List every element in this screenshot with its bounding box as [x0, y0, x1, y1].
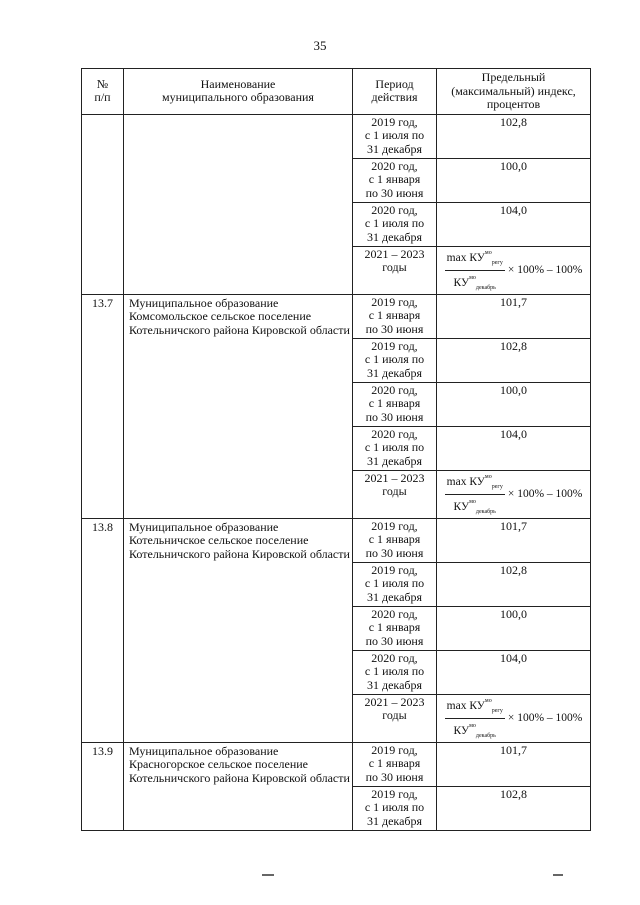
formula-denominator: $КУ^{мо}_{декабрь}$	[453, 722, 496, 739]
index-value-cell: 102,8	[437, 786, 591, 830]
index-formula-cell	[437, 470, 591, 518]
page-number: 35	[313, 38, 327, 53]
formula-fraction	[445, 247, 505, 294]
header-num: № п/п	[82, 69, 124, 115]
period-cell: 2020 год, с 1 июля по 31 декабря	[353, 426, 437, 470]
index-value-cell: 101,7	[437, 294, 591, 338]
period-cell: 2019 год, с 1 января по 30 июня	[353, 742, 437, 786]
index-value-cell: 101,7	[437, 742, 591, 786]
index-value-cell: 102,8	[437, 562, 591, 606]
index-value-cell: 102,8	[437, 114, 591, 158]
index-formula-cell	[437, 246, 591, 294]
formula-numerator: $\max КУ^{мо}_{регу}$	[445, 471, 505, 495]
index-value-cell: 102,8	[437, 338, 591, 382]
formula-tail: × 100% – 100%	[507, 711, 583, 724]
municipality-name	[124, 114, 353, 294]
index-formula-cell	[437, 694, 591, 742]
period-cell: 2019 год, с 1 июля по 31 декабря	[353, 786, 437, 830]
index-value-cell: 104,0	[437, 426, 591, 470]
index-value-cell: 104,0	[437, 202, 591, 246]
index-value-cell: 100,0	[437, 606, 591, 650]
formula-tail: × 100% – 100%	[507, 487, 583, 500]
scan-mark	[553, 874, 563, 876]
period-cell: 2019 год, с 1 июля по 31 декабря	[353, 338, 437, 382]
row-number: 13.8	[82, 518, 124, 742]
formula-denominator: $КУ^{мо}_{декабрь}$	[453, 498, 496, 515]
period-cell: 2020 год, с 1 января по 30 июня	[353, 382, 437, 426]
formula-denominator: $КУ^{мо}_{декабрь}$	[453, 274, 496, 291]
header-period: Период действия	[353, 69, 437, 115]
index-value-cell: 100,0	[437, 158, 591, 202]
header-index: Предельный (максимальный) индекс, процентов	[437, 69, 591, 115]
table-row	[82, 294, 591, 338]
formula-numerator: $\max КУ^{мо}_{регу}$	[445, 247, 505, 271]
index-table	[81, 68, 591, 831]
period-cell: 2019 год, с 1 января по 30 июня	[353, 294, 437, 338]
period-cell: 2019 год, с 1 июля по 31 декабря	[353, 562, 437, 606]
table-row	[82, 742, 591, 786]
formula-numerator: $\max КУ^{мо}_{регу}$	[445, 695, 505, 719]
municipality-name: Муниципальное образование Красногорское сельское поселение Котельничского района Кировской области	[124, 742, 353, 830]
index-value-cell: 104,0	[437, 650, 591, 694]
table-row	[82, 518, 591, 562]
row-number	[82, 114, 124, 294]
municipality-name: Муниципальное образование Котельничское сельское поселение Котельничского района Кировской области	[124, 518, 353, 742]
period-cell: 2020 год, с 1 января по 30 июня	[353, 158, 437, 202]
period-cell: 2021 – 2023 годы	[353, 694, 437, 742]
period-cell: 2021 – 2023 годы	[353, 470, 437, 518]
header-name: Наименование муниципального образования	[124, 69, 353, 115]
row-number: 13.7	[82, 294, 124, 518]
period-cell: 2020 год, с 1 января по 30 июня	[353, 606, 437, 650]
table-header-row	[82, 69, 591, 115]
formula-fraction	[445, 695, 505, 742]
period-cell: 2020 год, с 1 июля по 31 декабря	[353, 202, 437, 246]
table-body	[82, 114, 591, 830]
period-cell: 2020 год, с 1 июля по 31 декабря	[353, 650, 437, 694]
municipality-name: Муниципальное образование Комсомольское сельское поселение Котельничского района Кировской области	[124, 294, 353, 518]
period-cell: 2021 – 2023 годы	[353, 246, 437, 294]
period-cell: 2019 год, с 1 июля по 31 декабря	[353, 114, 437, 158]
formula-fraction	[445, 471, 505, 518]
table-row	[82, 114, 591, 158]
formula-tail: × 100% – 100%	[507, 263, 583, 276]
row-number: 13.9	[82, 742, 124, 830]
period-cell: 2019 год, с 1 января по 30 июня	[353, 518, 437, 562]
scan-mark	[262, 874, 274, 876]
index-value-cell: 100,0	[437, 382, 591, 426]
index-value-cell: 101,7	[437, 518, 591, 562]
